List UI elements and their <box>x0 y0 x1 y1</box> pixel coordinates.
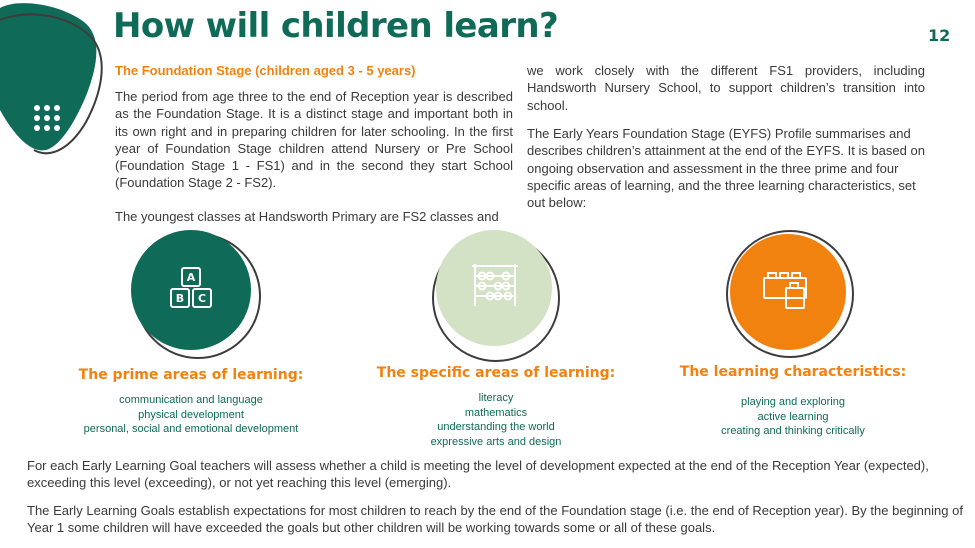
list-item: personal, social and emotional development <box>83 423 299 435</box>
abacus-icon <box>470 262 520 308</box>
decorative-blob <box>0 0 112 160</box>
footer-paragraph-1: For each Early Learning Goal teachers will assess whether a child is meeting the level of development expected at the end of the Reception Year (expected), exceeding this level (exceeding), or not yet reaching this level (emerging). <box>27 458 929 491</box>
svg-text:B: B <box>175 292 185 305</box>
list-item: playing and exploring <box>741 396 845 408</box>
intro-paragraph-3: we work closely with the different FS1 providers, including Handsworth Nursery School, to support children’s transition into school. <box>527 63 925 113</box>
list-item: physical development <box>138 408 244 421</box>
footer-paragraph-2: The Early Learning Goals establish expectations for most children to reach by the end of the Foundation stage (i.e. the end of Reception year). By the beginning of Year 1 some children will have exceeded the goals but other children will be working towards some or all of these goals. <box>27 503 963 536</box>
list-item: literacy <box>478 392 514 404</box>
svg-text:C: C <box>197 292 207 305</box>
intro-subheading: The Foundation Stage (children aged 3 - 5 years) <box>115 63 416 78</box>
prime-areas-list <box>60 393 322 437</box>
list-item: active learning <box>757 410 829 423</box>
svg-text:A: A <box>186 271 196 284</box>
list-item: understanding the world <box>437 421 555 433</box>
intro-paragraph-2: The youngest classes at Handsworth Primary are FS2 classes and <box>115 209 499 224</box>
specific-areas-list <box>356 391 636 449</box>
list-item: communication and language <box>119 394 263 406</box>
intro-paragraph-1: The period from age three to the end of Reception year is described as the Foundation Stage. It is a distinct stage and important both in its own right and in preparing children for later schooling. In the first year of Foundation Stage children attend Nursery or Pre School (Foundation Stage 1 - FS1) and in the second they start School (Foundation Stage 2 - FS2). <box>115 89 513 191</box>
list-item: expressive arts and design <box>430 435 562 448</box>
learning-characteristics-heading: The learning characteristics: <box>679 364 907 380</box>
list-item: mathematics <box>464 406 528 419</box>
abc-blocks-icon <box>163 265 219 315</box>
list-item: creating and thinking critically <box>721 425 865 437</box>
prime-areas-heading: The prime areas of learning: <box>78 367 304 383</box>
intro-paragraph-4: The Early Years Foundation Stage (EYFS) Profile summarises and describes children’s attainment at the end of the EYFS. It is based on ongoing observation and assessment in the three prime and four specific areas of learning, and the three learning characteristics, set out below: <box>527 126 925 211</box>
page-title: How will children learn? <box>113 6 559 46</box>
page-number: 12 <box>928 26 951 45</box>
building-bricks-icon <box>760 270 818 310</box>
learning-characteristics-list <box>660 395 926 439</box>
specific-areas-heading: The specific areas of learning: <box>376 365 616 381</box>
